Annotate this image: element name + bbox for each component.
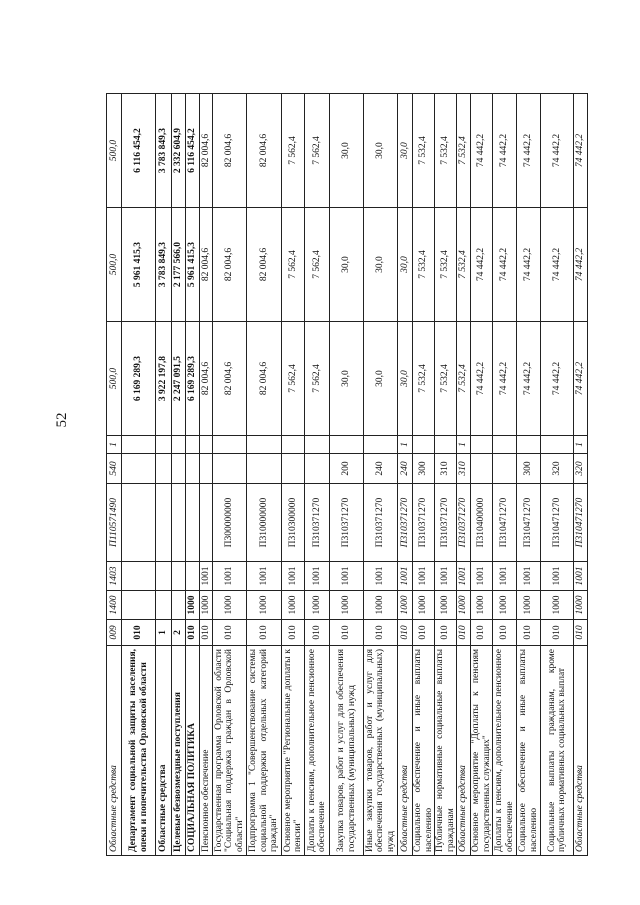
code-cell: 010 <box>330 620 364 646</box>
amount-cell: 74 442,2 <box>471 208 493 322</box>
code-cell <box>282 454 305 484</box>
table-body <box>107 94 588 856</box>
code-cell: П310471270 <box>574 484 588 562</box>
code-cell: 010 <box>493 620 517 646</box>
table-row <box>471 94 493 856</box>
amount-cell: 500,0 <box>107 94 122 208</box>
code-cell <box>156 484 172 562</box>
amount-cell: 3 922 197,8 <box>156 322 172 436</box>
amount-cell: 74 442,2 <box>471 322 493 436</box>
code-cell: П310471270 <box>541 484 574 562</box>
table-row <box>574 94 588 856</box>
code-cell <box>493 436 517 454</box>
row-description: СОЦИАЛЬНАЯ ПОЛИТИКА <box>186 646 200 856</box>
amount-cell: 3 783 849,3 <box>156 208 172 322</box>
code-cell: 1 <box>398 436 413 454</box>
code-cell: 1000 <box>213 591 247 620</box>
amount-cell: 7 532,4 <box>435 322 457 436</box>
code-cell: 1001 <box>435 562 457 591</box>
code-cell <box>172 484 186 562</box>
code-cell: 1000 <box>186 591 200 620</box>
code-cell: 010 <box>457 620 471 646</box>
code-cell: 1 <box>107 436 122 454</box>
amount-cell: 82 004,6 <box>247 322 282 436</box>
amount-cell: 3 783 849,3 <box>156 94 172 208</box>
code-cell <box>186 454 200 484</box>
code-cell: 010 <box>471 620 493 646</box>
amount-cell: 74 442,2 <box>517 94 541 208</box>
code-cell: 1000 <box>413 591 435 620</box>
amount-cell: 74 442,2 <box>541 94 574 208</box>
table-row <box>200 94 213 856</box>
code-cell <box>156 454 172 484</box>
row-description: Областные средства <box>156 646 172 856</box>
budget-table <box>106 93 588 856</box>
code-cell: П310400000 <box>471 484 493 562</box>
code-cell <box>186 484 200 562</box>
row-description: Публичные нормативные социальные выплаты гражданам <box>435 646 457 856</box>
amount-cell: 82 004,6 <box>200 322 213 436</box>
amount-cell: 7 562,4 <box>282 322 305 436</box>
code-cell <box>493 454 517 484</box>
amount-cell: 30,0 <box>398 208 413 322</box>
code-cell <box>247 454 282 484</box>
row-description: Пенсионное обеспечение <box>200 646 213 856</box>
amount-cell: 7 562,4 <box>305 208 330 322</box>
code-cell: 010 <box>364 620 398 646</box>
code-cell: 1000 <box>398 591 413 620</box>
row-description: Подпрограмма 1 "Совершенствование системы социальной поддержки отдельных категорий граждан" <box>247 646 282 856</box>
table-row <box>398 94 413 856</box>
code-cell: 1 <box>574 436 588 454</box>
code-cell <box>172 591 186 620</box>
code-cell: 010 <box>122 620 156 646</box>
code-cell: 1001 <box>398 562 413 591</box>
code-cell <box>541 436 574 454</box>
code-cell <box>247 436 282 454</box>
code-cell: 1000 <box>574 591 588 620</box>
code-cell: 1000 <box>200 591 213 620</box>
amount-cell: 7 562,4 <box>282 208 305 322</box>
code-cell <box>471 436 493 454</box>
code-cell: 1000 <box>493 591 517 620</box>
code-cell: П310000000 <box>247 484 282 562</box>
code-cell <box>186 436 200 454</box>
amount-cell: 74 442,2 <box>541 322 574 436</box>
code-cell: П110571490 <box>107 484 122 562</box>
code-cell: 010 <box>247 620 282 646</box>
row-description: Департамент социальной защиты населения, опеки и попечительства Орловской области <box>122 646 156 856</box>
row-description: Социальные выплаты гражданам, кроме публичных нормативных социальных выплат <box>541 646 574 856</box>
code-cell: 1001 <box>493 562 517 591</box>
code-cell <box>213 436 247 454</box>
code-cell: 1001 <box>282 562 305 591</box>
code-cell: П310371270 <box>364 484 398 562</box>
code-cell <box>471 454 493 484</box>
amount-cell: 7 532,4 <box>435 208 457 322</box>
code-cell: 010 <box>517 620 541 646</box>
amount-cell: 30,0 <box>330 94 364 208</box>
amount-cell: 7 562,4 <box>282 94 305 208</box>
table-row <box>186 94 200 856</box>
code-cell <box>330 436 364 454</box>
row-description: Областные средства <box>107 646 122 856</box>
amount-cell: 2 332 604,9 <box>172 94 186 208</box>
amount-cell: 5 961 415,3 <box>186 208 200 322</box>
amount-cell: 74 442,2 <box>574 94 588 208</box>
code-cell <box>282 436 305 454</box>
code-cell: П310371270 <box>413 484 435 562</box>
code-cell <box>435 436 457 454</box>
code-cell: П310371270 <box>457 484 471 562</box>
row-description: Государственная программа Орловской области "Социальная поддержка граждан в Орловской области" <box>213 646 247 856</box>
code-cell: 1001 <box>413 562 435 591</box>
row-description: Иные закупки товаров, работ и услуг для обеспечения государственных (муниципальных) нужд <box>364 646 398 856</box>
code-cell <box>156 436 172 454</box>
table-row <box>305 94 330 856</box>
code-cell: 240 <box>398 454 413 484</box>
amount-cell: 30,0 <box>398 322 413 436</box>
amount-cell: 74 442,2 <box>574 208 588 322</box>
code-cell <box>122 454 156 484</box>
amount-cell: 6 116 454,2 <box>122 94 156 208</box>
code-cell: 010 <box>541 620 574 646</box>
table-row <box>122 94 156 856</box>
code-cell: 010 <box>398 620 413 646</box>
code-cell: 1000 <box>435 591 457 620</box>
amount-cell: 30,0 <box>330 208 364 322</box>
code-cell <box>200 454 213 484</box>
page-number: 52 <box>54 412 70 428</box>
code-cell: 1000 <box>457 591 471 620</box>
code-cell: 1000 <box>541 591 574 620</box>
table-row <box>493 94 517 856</box>
code-cell <box>122 484 156 562</box>
code-cell: 320 <box>574 454 588 484</box>
code-cell: 300 <box>413 454 435 484</box>
amount-cell: 82 004,6 <box>200 208 213 322</box>
amount-cell: 500,0 <box>107 208 122 322</box>
table-row <box>541 94 574 856</box>
code-cell: 1001 <box>330 562 364 591</box>
code-cell: 010 <box>305 620 330 646</box>
code-cell: 310 <box>435 454 457 484</box>
table-row <box>364 94 398 856</box>
amount-cell: 6 169 289,3 <box>122 322 156 436</box>
amount-cell: 82 004,6 <box>200 94 213 208</box>
code-cell: 1000 <box>282 591 305 620</box>
table-row <box>107 94 122 856</box>
code-cell <box>305 454 330 484</box>
code-cell: 010 <box>200 620 213 646</box>
amount-cell: 30,0 <box>364 94 398 208</box>
code-cell: П310371270 <box>305 484 330 562</box>
code-cell: 1400 <box>107 591 122 620</box>
amount-cell: 82 004,6 <box>247 208 282 322</box>
code-cell: 1000 <box>364 591 398 620</box>
code-cell <box>200 484 213 562</box>
code-cell: 310 <box>457 454 471 484</box>
amount-cell: 2 247 091,5 <box>172 322 186 436</box>
code-cell: П300000000 <box>213 484 247 562</box>
code-cell: 1000 <box>517 591 541 620</box>
code-cell: П310471270 <box>517 484 541 562</box>
code-cell <box>186 562 200 591</box>
amount-cell: 7 532,4 <box>413 208 435 322</box>
table-row <box>156 94 172 856</box>
code-cell: 010 <box>413 620 435 646</box>
amount-cell: 82 004,6 <box>213 208 247 322</box>
amount-cell: 74 442,2 <box>493 94 517 208</box>
amount-cell: 7 562,4 <box>305 94 330 208</box>
amount-cell: 7 562,4 <box>305 322 330 436</box>
table-row <box>517 94 541 856</box>
code-cell: 1000 <box>330 591 364 620</box>
table-row <box>213 94 247 856</box>
amount-cell: 30,0 <box>330 322 364 436</box>
table-row <box>457 94 471 856</box>
amount-cell: 30,0 <box>364 322 398 436</box>
code-cell: 1001 <box>574 562 588 591</box>
table-row <box>282 94 305 856</box>
row-description: Основное мероприятие "Доплаты к пенсиям государственных служащих" <box>471 646 493 856</box>
amount-cell: 82 004,6 <box>213 322 247 436</box>
amount-cell: 7 532,4 <box>413 322 435 436</box>
code-cell: П310371270 <box>330 484 364 562</box>
code-cell <box>364 436 398 454</box>
code-cell: 1001 <box>305 562 330 591</box>
table-row <box>172 94 186 856</box>
table-row <box>413 94 435 856</box>
code-cell: 320 <box>541 454 574 484</box>
code-cell <box>156 591 172 620</box>
amount-cell: 2 177 566,0 <box>172 208 186 322</box>
code-cell: П310300000 <box>282 484 305 562</box>
amount-cell: 7 532,4 <box>457 322 471 436</box>
code-cell <box>172 436 186 454</box>
amount-cell: 74 442,2 <box>541 208 574 322</box>
code-cell: 010 <box>435 620 457 646</box>
code-cell: 540 <box>107 454 122 484</box>
code-cell: 200 <box>330 454 364 484</box>
amount-cell: 74 442,2 <box>517 322 541 436</box>
amount-cell: 500,0 <box>107 322 122 436</box>
code-cell: 1403 <box>107 562 122 591</box>
amount-cell: 6 169 289,3 <box>186 322 200 436</box>
amount-cell: 74 442,2 <box>493 322 517 436</box>
code-cell <box>305 436 330 454</box>
amount-cell: 74 442,2 <box>574 322 588 436</box>
code-cell: 1001 <box>541 562 574 591</box>
code-cell: 009 <box>107 620 122 646</box>
amount-cell: 74 442,2 <box>471 94 493 208</box>
code-cell: 1001 <box>364 562 398 591</box>
amount-cell: 7 532,4 <box>457 94 471 208</box>
code-cell <box>172 454 186 484</box>
amount-cell: 6 116 454,2 <box>186 94 200 208</box>
code-cell: 1 <box>156 620 172 646</box>
row-description: Доплаты к пенсиям, дополнительное пенсионное обеспечение <box>305 646 330 856</box>
amount-cell: 7 532,4 <box>435 94 457 208</box>
code-cell: 010 <box>213 620 247 646</box>
code-cell <box>122 436 156 454</box>
row-description: Закупка товаров, работ и услуг для обеспечения государственных (муниципальных) нужд <box>330 646 364 856</box>
code-cell: 1000 <box>247 591 282 620</box>
code-cell: 300 <box>517 454 541 484</box>
code-cell <box>517 436 541 454</box>
amount-cell: 82 004,6 <box>247 94 282 208</box>
row-description: Областные средства <box>457 646 471 856</box>
code-cell: 1001 <box>213 562 247 591</box>
code-cell <box>213 454 247 484</box>
table-row <box>330 94 364 856</box>
code-cell: 1 <box>457 436 471 454</box>
code-cell: 240 <box>364 454 398 484</box>
amount-cell: 7 532,4 <box>413 94 435 208</box>
code-cell <box>172 562 186 591</box>
code-cell: 1001 <box>471 562 493 591</box>
amount-cell: 74 442,2 <box>517 208 541 322</box>
row-description: Целевые безвозмездные поступления <box>172 646 186 856</box>
code-cell: 1000 <box>305 591 330 620</box>
table-row <box>435 94 457 856</box>
code-cell: 1001 <box>247 562 282 591</box>
code-cell <box>156 562 172 591</box>
amount-cell: 30,0 <box>364 208 398 322</box>
code-cell: П310371270 <box>398 484 413 562</box>
amount-cell: 7 532,4 <box>457 208 471 322</box>
row-description: Основное мероприятие "Региональные доплаты к пенсии" <box>282 646 305 856</box>
code-cell <box>122 591 156 620</box>
code-cell: 010 <box>574 620 588 646</box>
amount-cell: 74 442,2 <box>493 208 517 322</box>
code-cell: П310371270 <box>435 484 457 562</box>
rotated-table-wrapper <box>106 94 586 856</box>
row-description: Социальное обеспечение и иные выплаты населению <box>413 646 435 856</box>
row-description: Областные средства <box>574 646 588 856</box>
code-cell <box>122 562 156 591</box>
row-description: Социальное обеспечение и иные выплаты населению <box>517 646 541 856</box>
row-description: Доплаты к пенсиям, дополнительное пенсионное обеспечение <box>493 646 517 856</box>
code-cell: 1000 <box>471 591 493 620</box>
table-row <box>247 94 282 856</box>
code-cell: 010 <box>282 620 305 646</box>
amount-cell: 5 961 415,3 <box>122 208 156 322</box>
code-cell: 1001 <box>200 562 213 591</box>
code-cell: 1001 <box>517 562 541 591</box>
row-description: Областные средства <box>398 646 413 856</box>
amount-cell: 30,0 <box>398 94 413 208</box>
code-cell <box>413 436 435 454</box>
code-cell: П310471270 <box>493 484 517 562</box>
code-cell <box>200 436 213 454</box>
code-cell: 1001 <box>457 562 471 591</box>
amount-cell: 82 004,6 <box>213 94 247 208</box>
code-cell: 2 <box>172 620 186 646</box>
code-cell: 010 <box>186 620 200 646</box>
